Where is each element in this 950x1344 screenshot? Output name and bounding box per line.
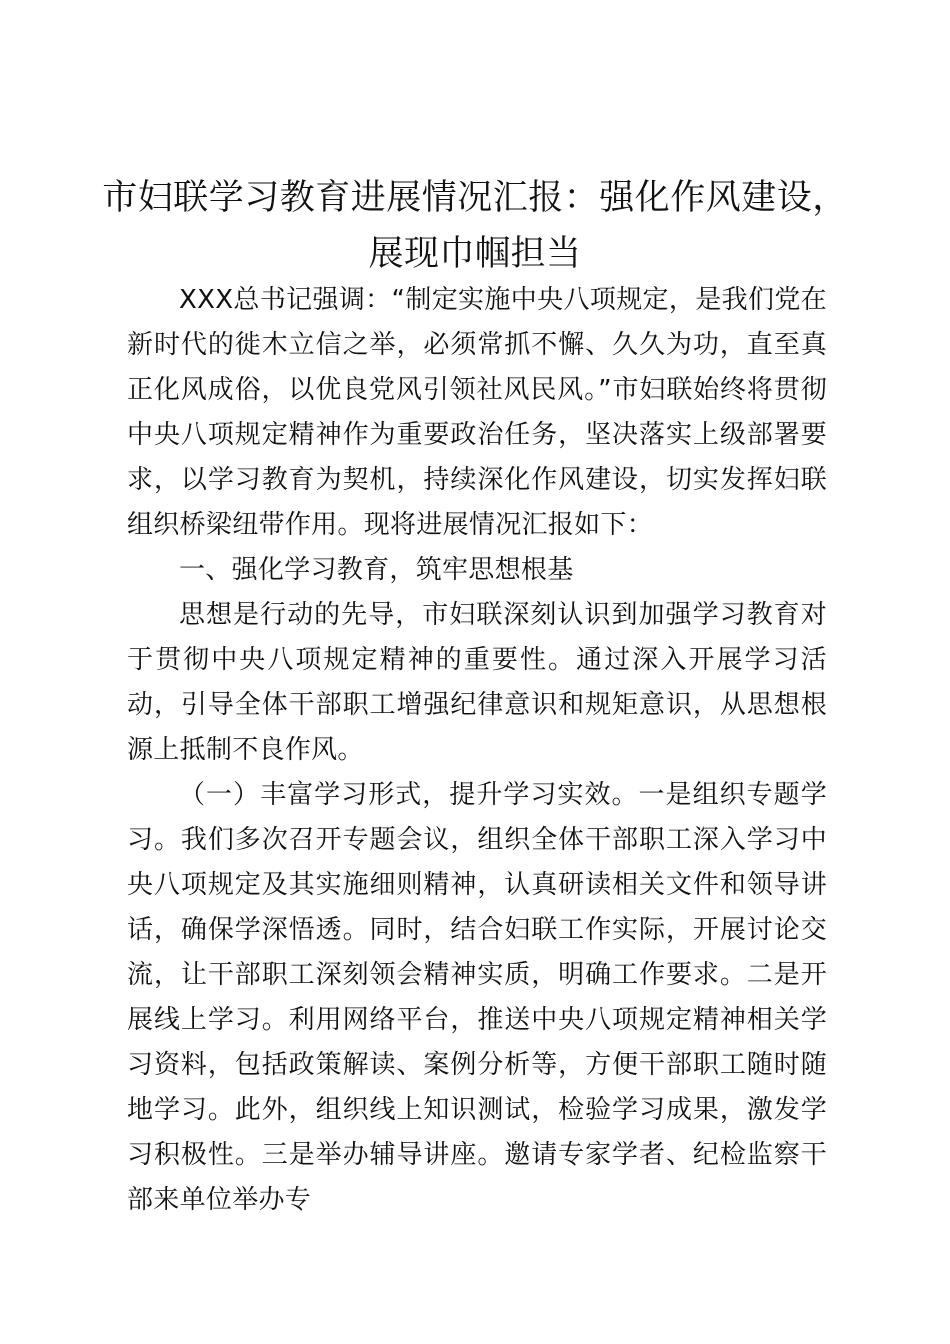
- section-paragraph: 思想是行动的先导，市妇联深刻认识到加强学习教育对于贯彻中央八项规定精神的重要性。通过深入开展学习活动，引导全体干部职工增强纪律意识和规矩意识，从思想根源上抵制不良作风。: [127, 600, 827, 765]
- intro-paragraph: XXX总书记强调：“制定实施中央八项规定，是我们党在新时代的徙木立信之举，必须常抓不懈、久久为功，直至真正化风成俗，以优良党风引领社风民风。”市妇联始终将贯彻中央八项规定精神作为重要政治任务，坚决落实上级部署要求，以学习教育为契机，持续深化作风建设，切实发挥妇联组织桥梁纽带作用。现将进展情况汇报如下：: [127, 285, 827, 540]
- document-title: 市妇联学习教育进展情况汇报：强化作风建设，展现巾帼担当: [102, 178, 848, 274]
- subsection-paragraph: （一）丰富学习形式，提升学习实效。一是组织专题学习。我们多次召开专题会议，组织全体干部职工深入学习中央八项规定及其实施细则精神，认真研读相关文件和领导讲话，确保学深悟透。同时，结合妇联工作实际，开展讨论交流，让干部职工深刻领会精神实质，明确工作要求。二是开展线上学习。利用网络平台，推送中央八项规定精神相关学习资料，包括政策解读、案例分析等，方便干部职工随时随地学习。此外，组织线上知识测试，检验学习成果，激发学习积极性。三是举办辅导讲座。邀请专家学者、纪检监察干部来单位举办专: [127, 780, 827, 1215]
- section-heading: 一、强化学习教育，筑牢思想根基: [179, 555, 574, 585]
- document-body: [127, 278, 827, 1223]
